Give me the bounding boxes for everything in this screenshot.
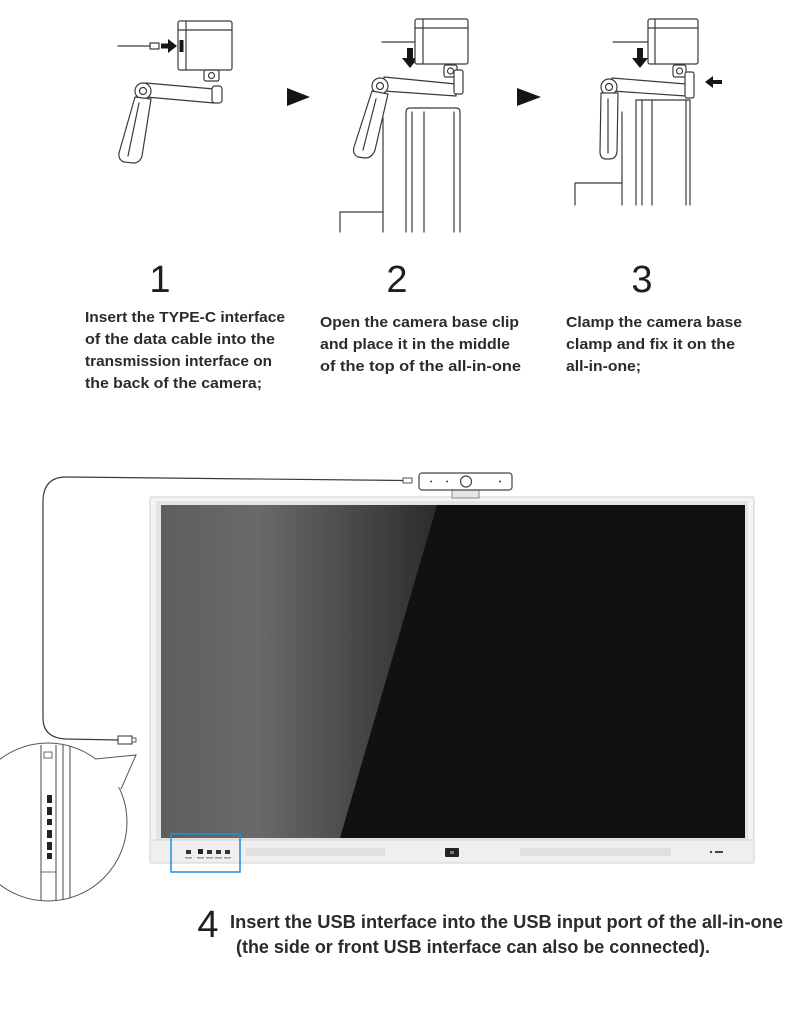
camera-mic-right	[499, 481, 501, 483]
step-3-line: Clamp the camera base	[566, 314, 742, 331]
step-4-note: (the side or front USB interface can also be connected).	[236, 937, 710, 957]
step-3-description	[566, 314, 742, 375]
insert-arrow-icon	[161, 39, 177, 53]
camera-mount-knob	[204, 70, 219, 81]
step-1-line: the back of the camera;	[85, 375, 262, 392]
camera-lens	[461, 476, 472, 487]
type-c-plug	[150, 43, 159, 49]
step-3-illustration	[575, 19, 722, 205]
step-3-line: all-in-one;	[566, 358, 641, 375]
step-1-line: Insert the TYPE-C interface	[85, 309, 285, 326]
right-speaker-grille	[520, 848, 671, 856]
center-sensor	[445, 848, 459, 857]
camera-mount-knob	[673, 65, 686, 77]
clamp-end-cap	[454, 70, 463, 94]
all-in-one-side-profile	[340, 108, 460, 232]
clamp-base-bar	[384, 77, 456, 96]
type-c-plug	[403, 478, 412, 483]
usb-plug-tip	[132, 738, 136, 742]
camera-mic-left	[430, 481, 432, 483]
step-3-line: clamp and fix it on the	[566, 336, 735, 353]
side-port-magnifier	[0, 743, 136, 905]
power-indicator	[710, 851, 723, 853]
step-1-description	[85, 309, 285, 392]
camera-body	[648, 19, 698, 64]
step-4-line: Insert the USB interface into the USB input port of the all-in-one	[230, 912, 784, 932]
type-c-port	[180, 40, 184, 52]
mounted-camera	[419, 473, 512, 498]
clamp-base-bar	[612, 78, 686, 96]
left-arrow-icon	[705, 76, 722, 88]
camera-body	[415, 19, 468, 64]
usb-plug	[118, 736, 132, 744]
clamp-base-bar	[146, 83, 214, 103]
step-2-line: and place it in the middle	[320, 336, 510, 353]
step-4-number: 4	[197, 904, 219, 946]
step-2-number: 2	[386, 259, 408, 301]
step-3-number: 3	[631, 259, 653, 301]
step-1-line: transmission interface on	[85, 353, 272, 370]
step-1-line: of the data cable into the	[85, 331, 275, 348]
down-arrow-icon	[632, 48, 648, 68]
clamp-pivot	[135, 83, 151, 99]
camera-indicator	[446, 481, 448, 483]
step-2-line: of the top of the all-in-one	[320, 358, 521, 375]
clamp-arm	[600, 93, 618, 159]
step-1-number: 1	[149, 259, 171, 301]
step-1-illustration	[118, 21, 232, 163]
play-arrow-icon	[517, 88, 541, 106]
all-in-one-side-profile	[575, 100, 690, 205]
step-2-line: Open the camera base clip	[320, 314, 519, 331]
left-speaker-grille	[246, 848, 385, 856]
step-2-description	[320, 314, 521, 375]
clamp-arm	[119, 97, 151, 163]
camera-body	[178, 21, 232, 70]
all-in-one-display	[150, 497, 754, 863]
play-arrow-icon	[287, 88, 310, 106]
clamp-end-cap	[685, 72, 694, 98]
clamp-end-cap	[212, 86, 222, 103]
step-2-illustration	[340, 19, 468, 232]
